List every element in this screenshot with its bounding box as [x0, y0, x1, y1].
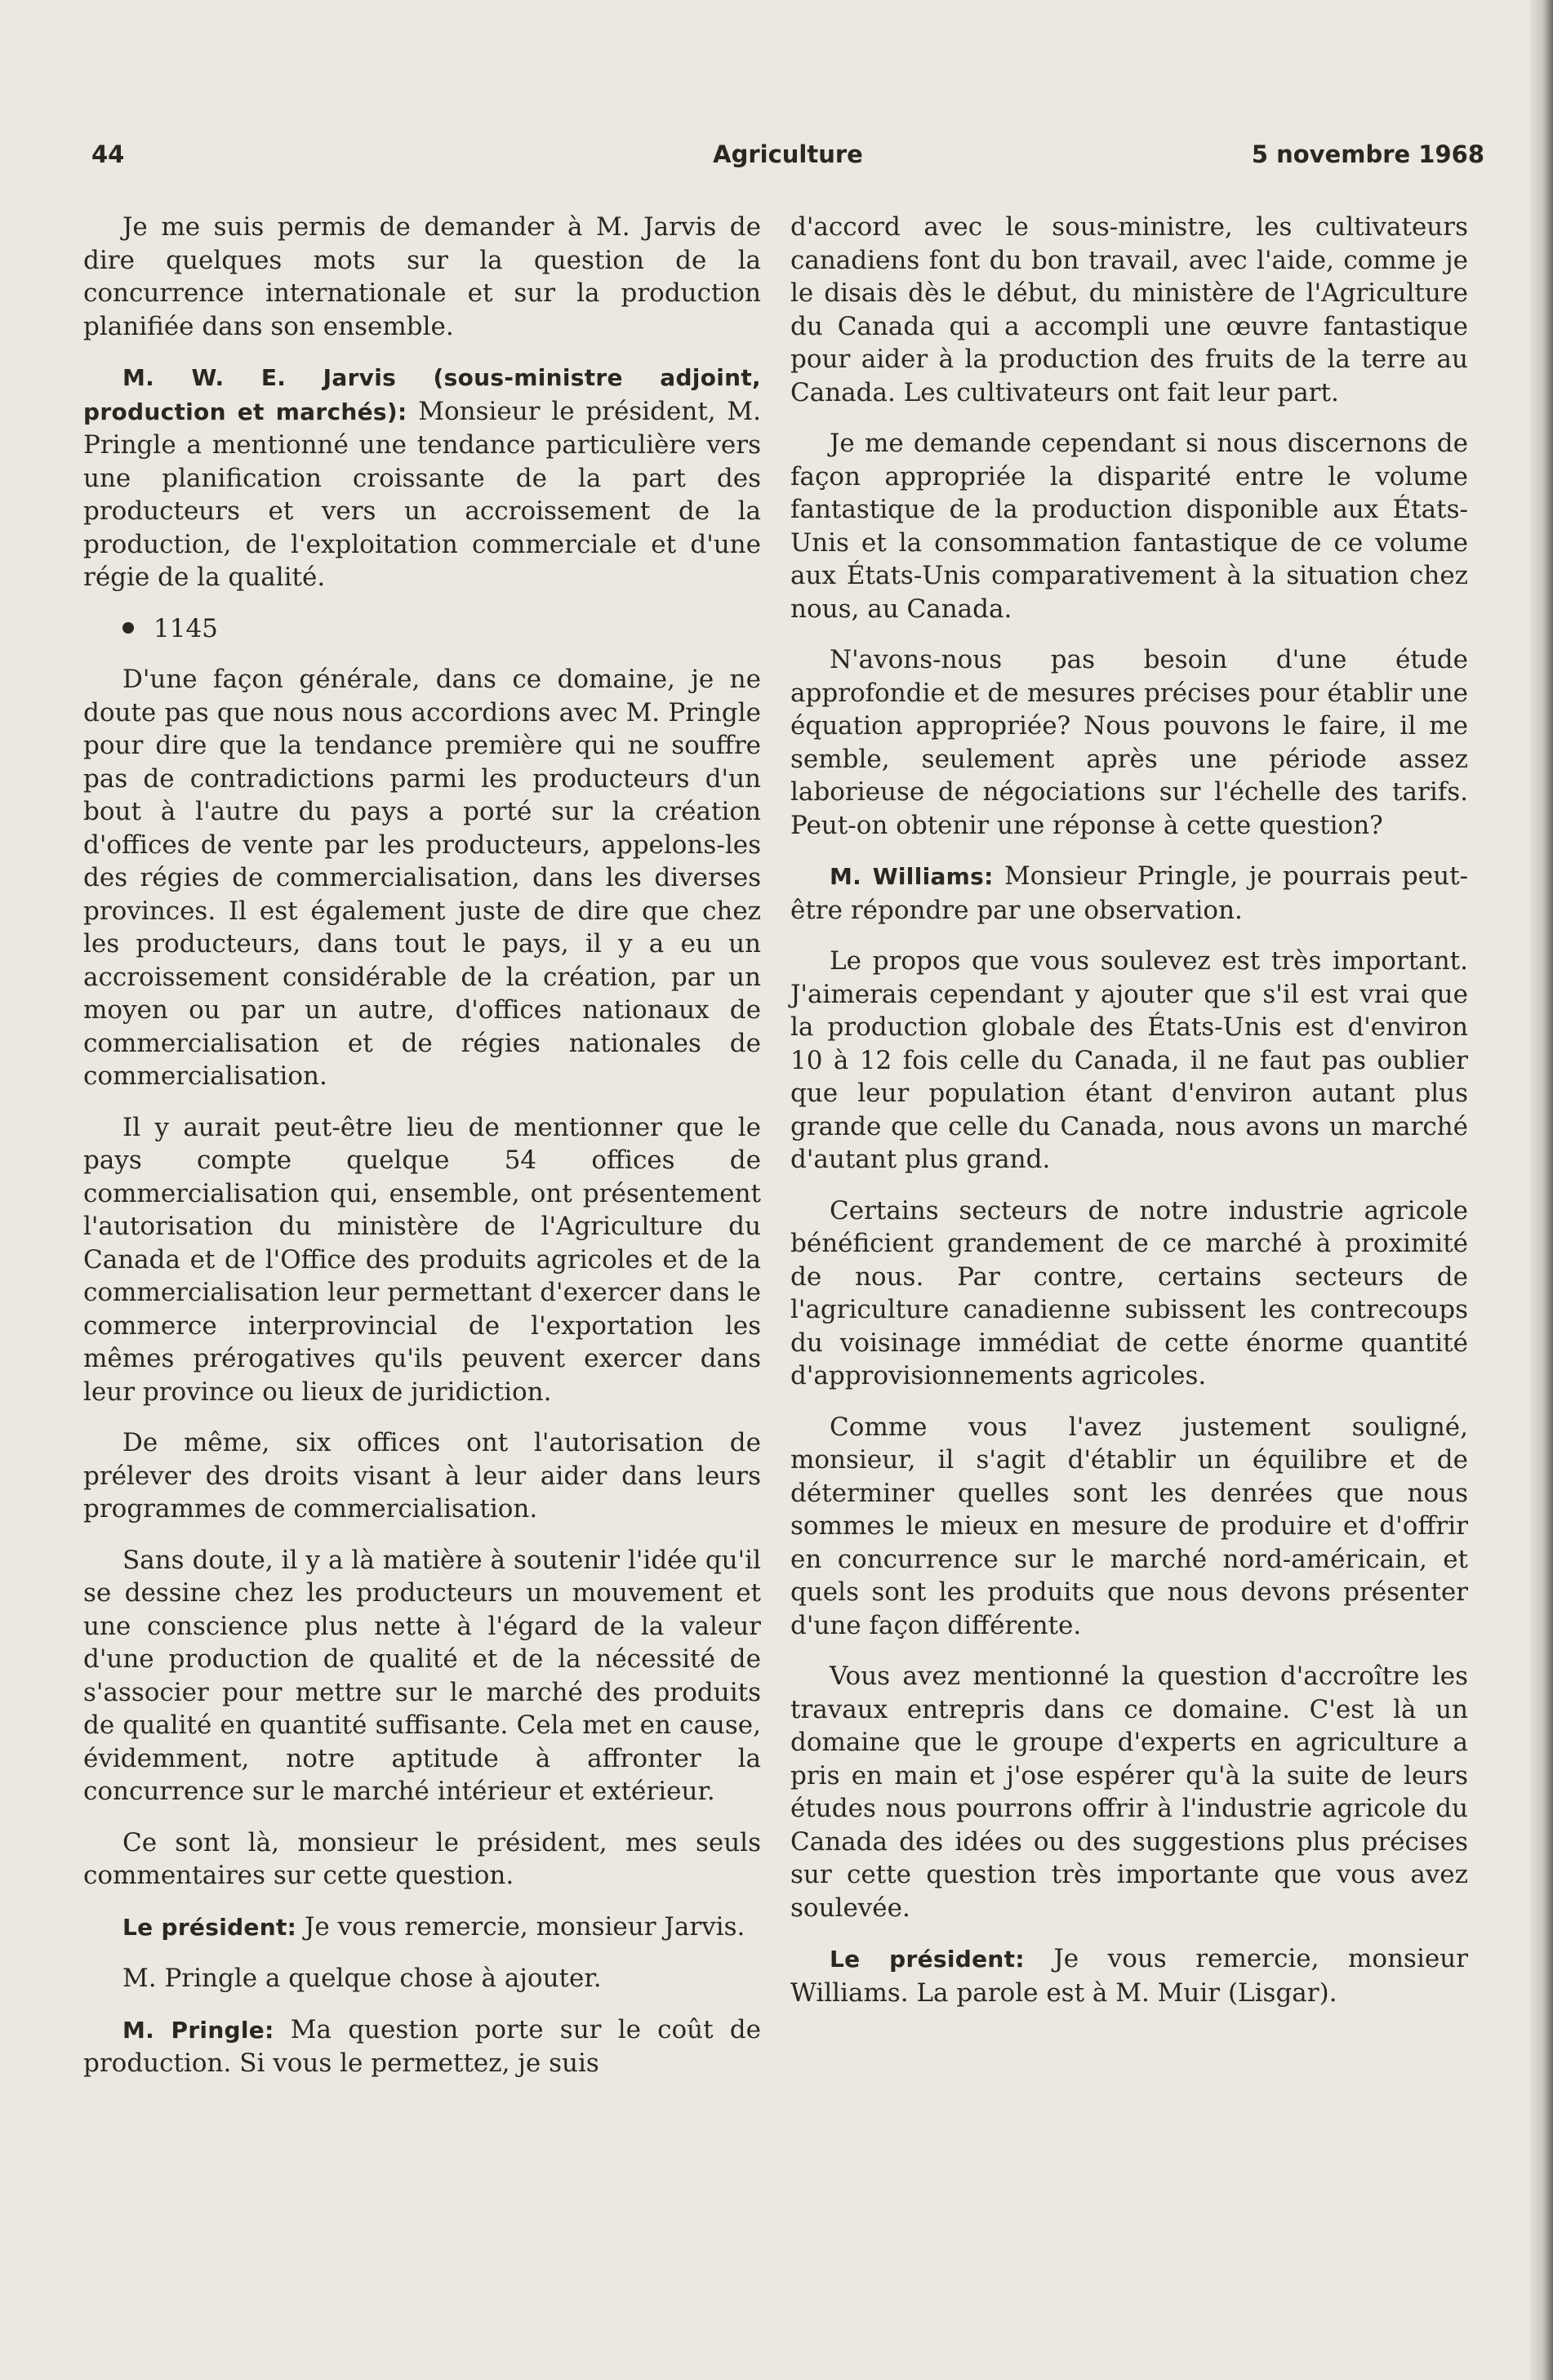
speaker-name: Le président: — [122, 1913, 297, 1941]
speaker-name: M. W. E. Jarvis (sous-ministre adjoint, production et marchés): — [83, 364, 761, 425]
page-date: 5 novembre 1968 — [1251, 140, 1484, 168]
paragraph: De même, six offices ont l'autorisation de prélever des droits visant à leur aider dans leurs programmes de commercialisation. — [83, 1428, 761, 1524]
speech-text: Monsieur Pringle, je pourrais peut-être répondre par une observation. — [790, 861, 1468, 925]
speaker-name: M. Pringle: — [122, 2016, 274, 2044]
paragraph: D'une façon générale, dans ce domaine, je ne doute pas que nous nous accordions avec M. Pringle pour dire que la tendance première qui ne souffre pas de contradictions parmi les producteurs d'un bout à l'autre du pays a porté sur la création d'offices de vente par les producteurs, appelons-les des régies de commercialisation, dans les diverses provinces. Il est également juste de dire que chez les producteurs, dans tout le pays, il y a eu un accroissement considérable de la création, par un moyen ou par un autre, d'offices nationaux de commercialisation et de régies nationales de commercialisation. — [83, 665, 761, 1091]
time-marker-text: 1145 — [154, 613, 218, 643]
paragraph: Je me demande cependant si nous discernons de façon appropriée la disparité entre le volume fantastique de la production disponible aux États-Unis et la consommation fantastique de ce volume aux États-Unis comparativement à la situation chez nous, au Canada. — [790, 429, 1468, 624]
paragraph: Vous avez mentionné la question d'accroître les travaux entrepris dans ce domaine. C'est là un domaine que le groupe d'experts en agriculture a pris en main et j'ose espérer qu'à la suite de leurs études nous pourrons offrir à l'industrie agricole du Canada des idées ou des suggestions plus précises sur cette question très importante que vous avez soulevée. — [790, 1662, 1468, 1923]
speaker-name: M. Williams: — [830, 863, 994, 890]
speaker-name: Le président: — [830, 1946, 1025, 1973]
speaker-paragraph — [790, 1942, 1468, 2009]
page-binding-edge — [1530, 0, 1553, 2380]
paragraph: Le propos que vous soulevez est très important. J'aimerais cependant y ajouter que s'il est vrai que la production globale des États-Unis est d'environ 10 à 12 fois celle du Canada, il ne faut pas oublier que leur population étant d'environ autant plus grande que celle du Canada, nous avons un marché d'autant plus grand. — [790, 946, 1468, 1174]
speech-text: Je vous remercie, monsieur Williams. La parole est à M. Muir (Lisgar). — [790, 1944, 1468, 2008]
time-marker — [83, 612, 761, 646]
paragraph: Certains secteurs de notre industrie agricole bénéficient grandement de ce marché à proximité de nous. Par contre, certains secteurs de l'agriculture canadienne subissent les contrecoups du voisinage immédiat de cette énorme quantité d'approvisionnements agricoles. — [790, 1195, 1468, 1390]
page-header — [91, 140, 1484, 181]
left-column — [83, 211, 761, 2098]
speaker-paragraph — [83, 2013, 761, 2080]
paragraph: N'avons-nous pas besoin d'une étude approfondie et de mesures précises pour établir une équation appropriée? Nous pouvons le faire, il me semble, seulement après une période assez laborieuse de négociations sur l'échelle des tarifs. Peut-on obtenir une réponse à cette question? — [790, 645, 1468, 840]
paragraph: d'accord avec le sous-ministre, les cultivateurs canadiens font du bon travail, avec l'aide, comme je le disais dès le début, du ministère de l'Agriculture du Canada qui a accompli une œuvre fantastique pour aider à la production des fruits de la terre au Canada. Les cultivateurs ont fait leur part. — [790, 212, 1468, 407]
right-column — [790, 211, 1468, 2027]
paragraph: Comme vous l'avez justement souligné, monsieur, il s'agit d'établir un équilibre et de déterminer quelles sont les denrées que nous sommes le mieux en mesure de produire et d'offrir en concurrence sur le marché nord-américain, et quels sont les produits que nous devons présenter d'une façon différente. — [790, 1412, 1468, 1640]
paragraph: M. Pringle a quelque chose à ajouter. — [122, 1964, 602, 1993]
bullet-icon — [122, 622, 134, 634]
speech-text: Je vous remercie, monsieur Jarvis. — [296, 1911, 745, 1942]
speaker-paragraph — [790, 860, 1468, 927]
page-number: 44 — [91, 140, 125, 168]
paragraph: Je me suis permis de demander à M. Jarvis de dire quelques mots sur la question de la concurrence internationale et sur la production planifiée dans son ensemble. — [83, 212, 761, 341]
speaker-paragraph — [83, 361, 761, 594]
running-title: Agriculture — [713, 140, 863, 168]
paragraph: Sans doute, il y a là matière à soutenir l'idée qu'il se dessine chez les producteurs un mouvement et une conscience plus nette à l'égard de la valeur d'une production de qualité et de la nécessité de s'associer pour mettre sur le marché des produits de qualité en quantité suffisante. Cela met en cause, évidemment, notre aptitude à affronter la concurrence sur le marché intérieur et extérieur. — [83, 1545, 761, 1806]
speaker-paragraph — [83, 1911, 761, 1945]
paragraph: Il y aurait peut-être lieu de mentionner que le pays compte quelque 54 offices de commercialisation qui, ensemble, ont présentement l'autorisation du ministère de l'Agriculture du Canada et de l'Office des produits agricoles et de la commercialisation leur permettant d'exercer dans le commerce interprovincial de l'exportation les mêmes prérogatives qu'ils peuvent exercer dans leur province ou lieux de juridiction. — [83, 1112, 761, 1407]
speech-text: Monsieur le président, M. Pringle a mentionné une tendance particulière vers une planification croissante de la part des producteurs et vers un accroissement de la production, de l'exploitation commerciale et d'une régie de la qualité. — [83, 396, 761, 592]
paragraph: Ce sont là, monsieur le président, mes seuls commentaires sur cette question. — [83, 1827, 761, 1890]
speech-text: Ma question porte sur le coût de production. Si vous le permettez, je suis — [83, 2014, 761, 2078]
